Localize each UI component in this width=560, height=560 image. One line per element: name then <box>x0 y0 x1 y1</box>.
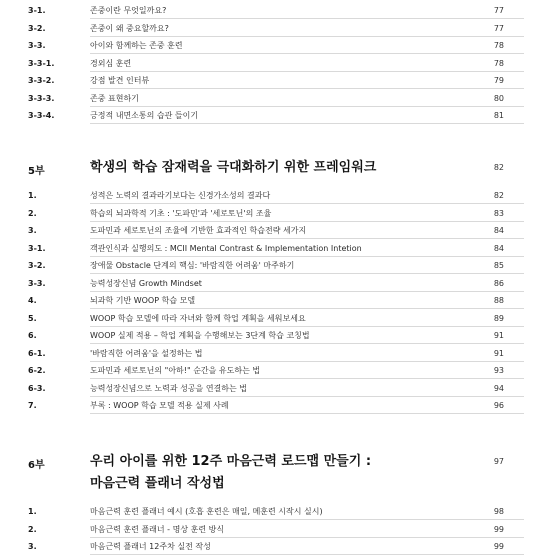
entry-number: 4. <box>28 296 37 305</box>
entry-title: 존중이 왜 중요할까요? <box>90 23 169 33</box>
entry-title: '바람직한 어려움'을 설정하는 법 <box>90 348 203 358</box>
toc-entry[interactable] <box>0 345 560 362</box>
toc-entry[interactable] <box>0 257 560 274</box>
toc-entry[interactable] <box>0 72 560 89</box>
entry-title: 도파민과 세로토닌의 조율에 기반한 효과적인 학습전략 세가지 <box>90 226 307 235</box>
toc-entry[interactable] <box>0 2 560 19</box>
toc-entry[interactable] <box>0 90 560 107</box>
entry-title: 도파민과 세로토닌의 "아하!" 순간을 유도하는 법 <box>90 366 261 375</box>
chapter-page: 97 <box>493 457 504 466</box>
entry-title: 능력성장신념 Growth Mindset <box>90 278 202 288</box>
entry-number: 3. <box>28 542 37 551</box>
entry-number: 3-1. <box>28 243 46 253</box>
entry-page: 91 <box>493 348 504 358</box>
entry-page: 89 <box>493 313 504 323</box>
chapter-6-heading[interactable] <box>0 452 560 496</box>
chapter-5-heading[interactable] <box>0 158 560 180</box>
toc-entry[interactable] <box>0 327 560 344</box>
entry-page: 93 <box>493 366 504 375</box>
entry-title: 학습의 뇌과학적 기초 : '도파민'과 '세로토닌'의 조율 <box>90 208 272 218</box>
toc-entry[interactable] <box>0 538 560 555</box>
entry-number: 3-3. <box>28 278 46 288</box>
toc-entry[interactable] <box>0 55 560 72</box>
toc-entry[interactable] <box>0 205 560 222</box>
entry-page: 99 <box>493 542 504 551</box>
entry-page: 85 <box>493 261 504 270</box>
toc-entry[interactable] <box>0 503 560 520</box>
entry-number: 6-2. <box>28 366 46 375</box>
toc-entry[interactable] <box>0 380 560 397</box>
entry-page: 78 <box>493 41 504 50</box>
entry-title: 성적은 노력의 결과라기보다는 신경가소성의 결과다 <box>90 191 271 200</box>
entry-title: 부록 : WOOP 학습 모델 적용 실제 사례 <box>90 401 229 410</box>
entry-title: WOOP 학습 모델에 따라 자녀와 함께 학업 계획을 세워보세요 <box>90 313 306 323</box>
toc-entry[interactable] <box>0 310 560 327</box>
entry-number: 6. <box>28 331 37 340</box>
entry-number: 1. <box>28 191 37 200</box>
entry-title: 객관인식과 실행의도 : MCII Mental Contrast & Implementation Intetion <box>90 243 362 253</box>
entry-page: 94 <box>493 383 504 393</box>
entry-title: 존중 표현하기 <box>90 93 139 103</box>
entry-page: 77 <box>493 6 504 15</box>
entry-number: 6-3. <box>28 383 46 393</box>
entry-page: 99 <box>493 524 504 534</box>
entry-number: 7. <box>28 401 37 410</box>
entry-number: 3-2. <box>28 23 46 33</box>
entry-number: 3-2. <box>28 261 46 270</box>
toc-entry[interactable] <box>0 20 560 37</box>
entry-title: 강점 발견 인터뷰 <box>90 76 150 85</box>
entry-number: 6-1. <box>28 348 46 358</box>
toc-entry[interactable] <box>0 107 560 124</box>
chapter-title: 학생의 학습 잠재력을 극대화하기 위한 프레임워크 <box>90 160 377 175</box>
entry-title: 경외심 훈련 <box>90 58 132 68</box>
chapter-title-line-2: 마음근력 플래너 작성법 <box>90 476 225 491</box>
entry-title: 뇌과학 기반 WOOP 학습 모델 <box>90 296 196 305</box>
toc-entry[interactable] <box>0 521 560 538</box>
entry-page: 88 <box>493 296 504 305</box>
entry-page: 84 <box>493 243 504 253</box>
entry-page: 82 <box>493 191 504 200</box>
entry-divider <box>90 554 524 555</box>
entry-divider <box>90 123 524 124</box>
entry-page: 77 <box>493 23 504 33</box>
entry-number: 1. <box>28 507 37 516</box>
toc-entry[interactable] <box>0 292 560 309</box>
entry-title: 능력성장신념으로 노력과 성공을 연결하는 법 <box>90 383 248 393</box>
toc-entry[interactable] <box>0 397 560 414</box>
entry-page: 78 <box>493 58 504 68</box>
entry-number: 3-3. <box>28 41 46 50</box>
entry-number: 3-3-2. <box>28 76 55 85</box>
entry-page: 96 <box>493 401 504 410</box>
entry-title: 마음근력 훈련 플래너 - 명상 훈련 방식 <box>90 524 225 534</box>
entry-page: 91 <box>493 331 504 340</box>
chapter-number: 5부 <box>28 166 45 177</box>
entry-title: 아이와 함께하는 존중 훈련 <box>90 41 183 50</box>
toc-entry[interactable] <box>0 240 560 257</box>
entry-page: 98 <box>493 507 504 516</box>
toc-entry[interactable] <box>0 222 560 239</box>
entry-number: 2. <box>28 524 37 534</box>
entry-page: 79 <box>493 76 504 85</box>
entry-page: 86 <box>493 278 504 288</box>
entry-number: 5. <box>28 313 37 323</box>
entry-page: 80 <box>493 93 504 103</box>
entry-number: 3. <box>28 226 37 235</box>
entry-title: WOOP 실제 적용 – 학업 계획을 수행해보는 3단계 학습 코칭법 <box>90 331 310 340</box>
entry-number: 2. <box>28 208 37 218</box>
entry-number: 3-3-3. <box>28 93 55 103</box>
chapter-number: 6부 <box>28 460 45 471</box>
entry-number: 3-3-4. <box>28 111 55 120</box>
toc-entry[interactable] <box>0 362 560 379</box>
entry-number: 3-3-1. <box>28 58 55 68</box>
toc-entry[interactable] <box>0 275 560 292</box>
entry-title: 마음근력 훈련 플래너 예시 (호흡 훈련은 매일, 메훈련 시작시 실시) <box>90 507 323 516</box>
toc-entry[interactable] <box>0 37 560 54</box>
entry-title: 존중이란 무엇일까요? <box>90 6 167 15</box>
toc-entry[interactable] <box>0 187 560 204</box>
chapter-page: 82 <box>493 163 504 172</box>
entry-divider <box>90 413 524 414</box>
entry-title: 긍정적 내면소통의 습관 들이기 <box>90 111 199 120</box>
entry-title: 마음근력 플래너 12주차 실전 작성 <box>90 542 211 551</box>
entry-page: 81 <box>493 111 504 120</box>
entry-number: 3-1. <box>28 6 46 15</box>
chapter-title-line-1: 우리 아이를 위한 12주 마음근력 로드맵 만들기 : <box>90 454 372 469</box>
entry-page: 84 <box>493 226 504 235</box>
entry-title: 장애물 Obstacle 단계의 핵심: '바람직한 어려움' 마주하기 <box>90 261 295 270</box>
entry-page: 83 <box>493 208 504 218</box>
